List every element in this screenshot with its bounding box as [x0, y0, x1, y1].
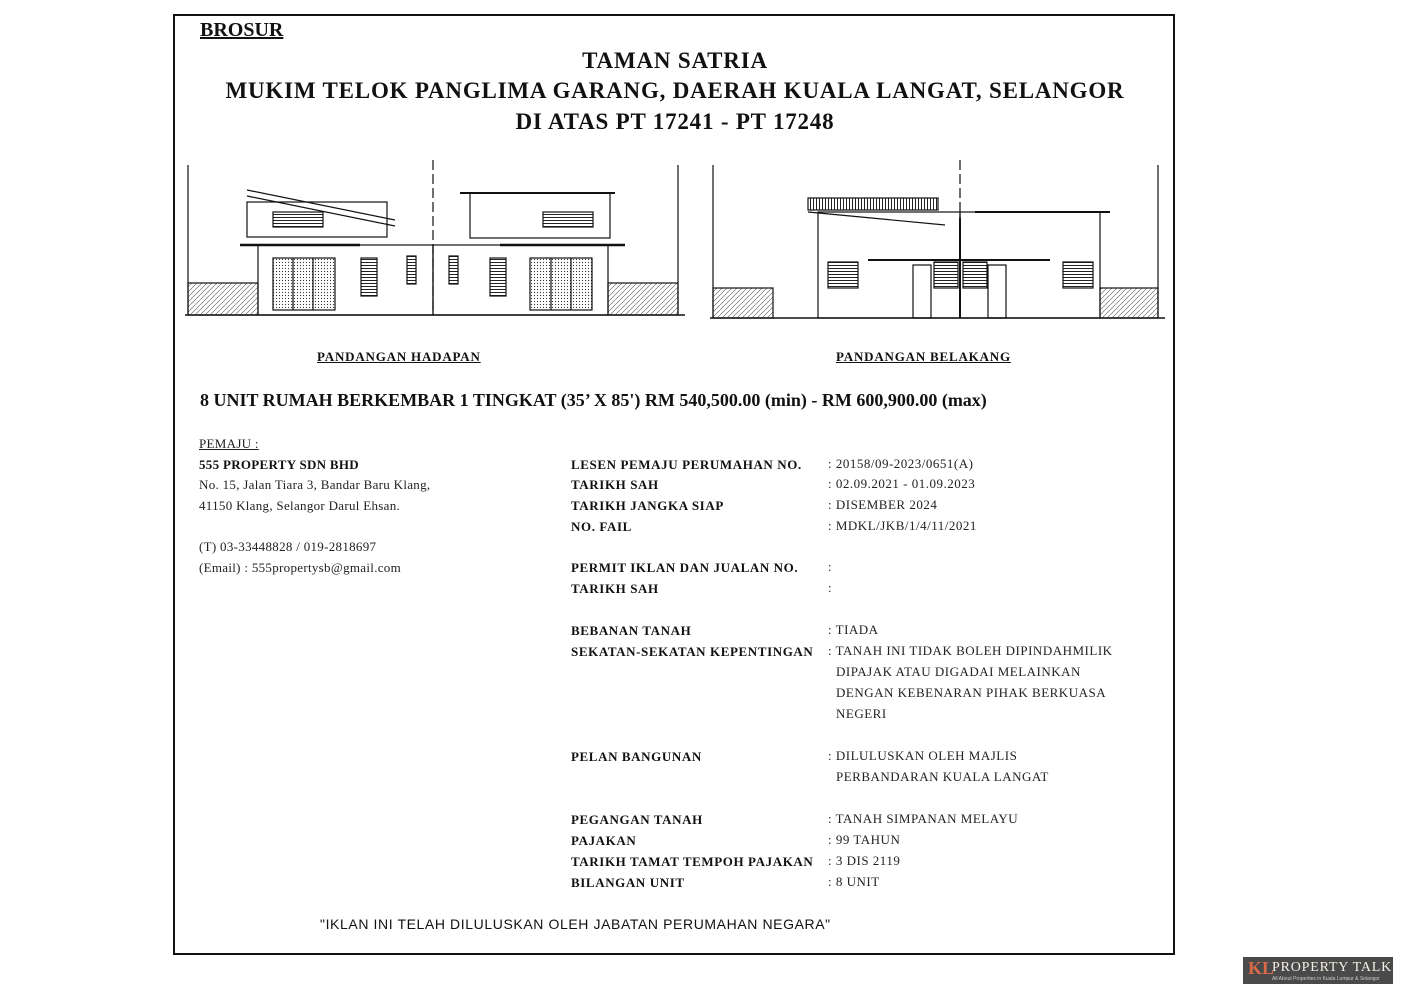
detail-value: : DISEMBER 2024: [828, 497, 938, 512]
front-elevation-drawing: [185, 150, 685, 325]
detail-value: : 02.09.2021 - 01.09.2023: [828, 476, 976, 491]
detail-value: :: [828, 559, 833, 574]
developer-heading: PEMAJU :: [199, 436, 259, 451]
logo-tagline: All About Properties in Kuala Lumpur & Selangor: [1272, 976, 1380, 982]
brosur-label: BROSUR: [200, 19, 284, 41]
developer-name: 555 PROPERTY SDN BHD: [199, 457, 359, 472]
detail-value-continued: DIPAJAK ATAU DIGADAI MELAINKAN: [836, 664, 1081, 679]
detail-value: : 20158/09-2023/0651(A): [828, 456, 974, 471]
detail-value: : 3 DIS 2119: [828, 853, 901, 868]
approval-note: "IKLAN INI TELAH DILULUSKAN OLEH JABATAN PERUMAHAN NEGARA": [320, 916, 831, 932]
project-lots: DI ATAS PT 17241 - PT 17248: [515, 109, 835, 134]
detail-value: : DILULUSKAN OLEH MAJLIS: [828, 748, 1018, 763]
kl-property-talk-logo: [1243, 957, 1393, 984]
logo-brand-text: PROPERTY TALK: [1272, 960, 1393, 975]
detail-label: PERMIT IKLAN DAN JUALAN NO.: [571, 560, 799, 575]
developer-address-line1: No. 15, Jalan Tiara 3, Bandar Baru Klang,: [199, 477, 431, 492]
detail-label: NO. FAIL: [571, 519, 632, 534]
detail-label: TARIKH TAMAT TEMPOH PAJAKAN: [571, 854, 814, 869]
detail-label: TARIKH SAH: [571, 477, 659, 492]
developer-email: (Email) : 555propertysb@gmail.com: [199, 560, 402, 575]
detail-value-continued: DENGAN KEBENARAN PIHAK BERKUASA: [836, 685, 1107, 700]
detail-value: : TANAH INI TIDAK BOLEH DIPINDAHMILIK: [828, 643, 1113, 658]
detail-label: BEBANAN TANAH: [571, 623, 692, 638]
detail-label: TARIKH JANGKA SIAP: [571, 498, 724, 513]
detail-label: TARIKH SAH: [571, 581, 659, 596]
detail-value: :: [828, 580, 833, 595]
detail-label: PEGANGAN TANAH: [571, 812, 703, 827]
rear-elevation-drawing: [710, 150, 1165, 325]
detail-label: BILANGAN UNIT: [571, 875, 685, 890]
project-title: TAMAN SATRIA: [582, 48, 768, 73]
detail-label: PAJAKAN: [571, 833, 637, 848]
logo-kl-mark: KL: [1248, 958, 1275, 978]
detail-value-continued: NEGERI: [836, 706, 887, 721]
detail-value: : MDKL/JKB/1/4/11/2021: [828, 518, 977, 533]
detail-value: : TIADA: [828, 622, 879, 637]
detail-label: LESEN PEMAJU PERUMAHAN NO.: [571, 457, 802, 472]
detail-value-continued: PERBANDARAN KUALA LANGAT: [836, 769, 1049, 784]
unit-price-summary: 8 UNIT RUMAH BERKEMBAR 1 TINGKAT (35’ X 85') RM 540,500.00 (min) - RM 600,900.00 (max): [200, 390, 987, 410]
project-location: MUKIM TELOK PANGLIMA GARANG, DAERAH KUALA LANGAT, SELANGOR: [225, 78, 1125, 103]
detail-value: : 8 UNIT: [828, 874, 880, 889]
detail-value: : 99 TAHUN: [828, 832, 901, 847]
front-view-caption: PANDANGAN HADAPAN: [317, 349, 481, 364]
detail-label: SEKATAN-SEKATAN KEPENTINGAN: [571, 644, 814, 659]
developer-address-line2: 41150 Klang, Selangor Darul Ehsan.: [199, 498, 401, 513]
rear-view-caption: PANDANGAN BELAKANG: [836, 349, 1011, 364]
detail-value: : TANAH SIMPANAN MELAYU: [828, 811, 1019, 826]
detail-label: PELAN BANGUNAN: [571, 749, 702, 764]
developer-phone: (T) 03-33448828 / 019-2818697: [199, 539, 377, 554]
